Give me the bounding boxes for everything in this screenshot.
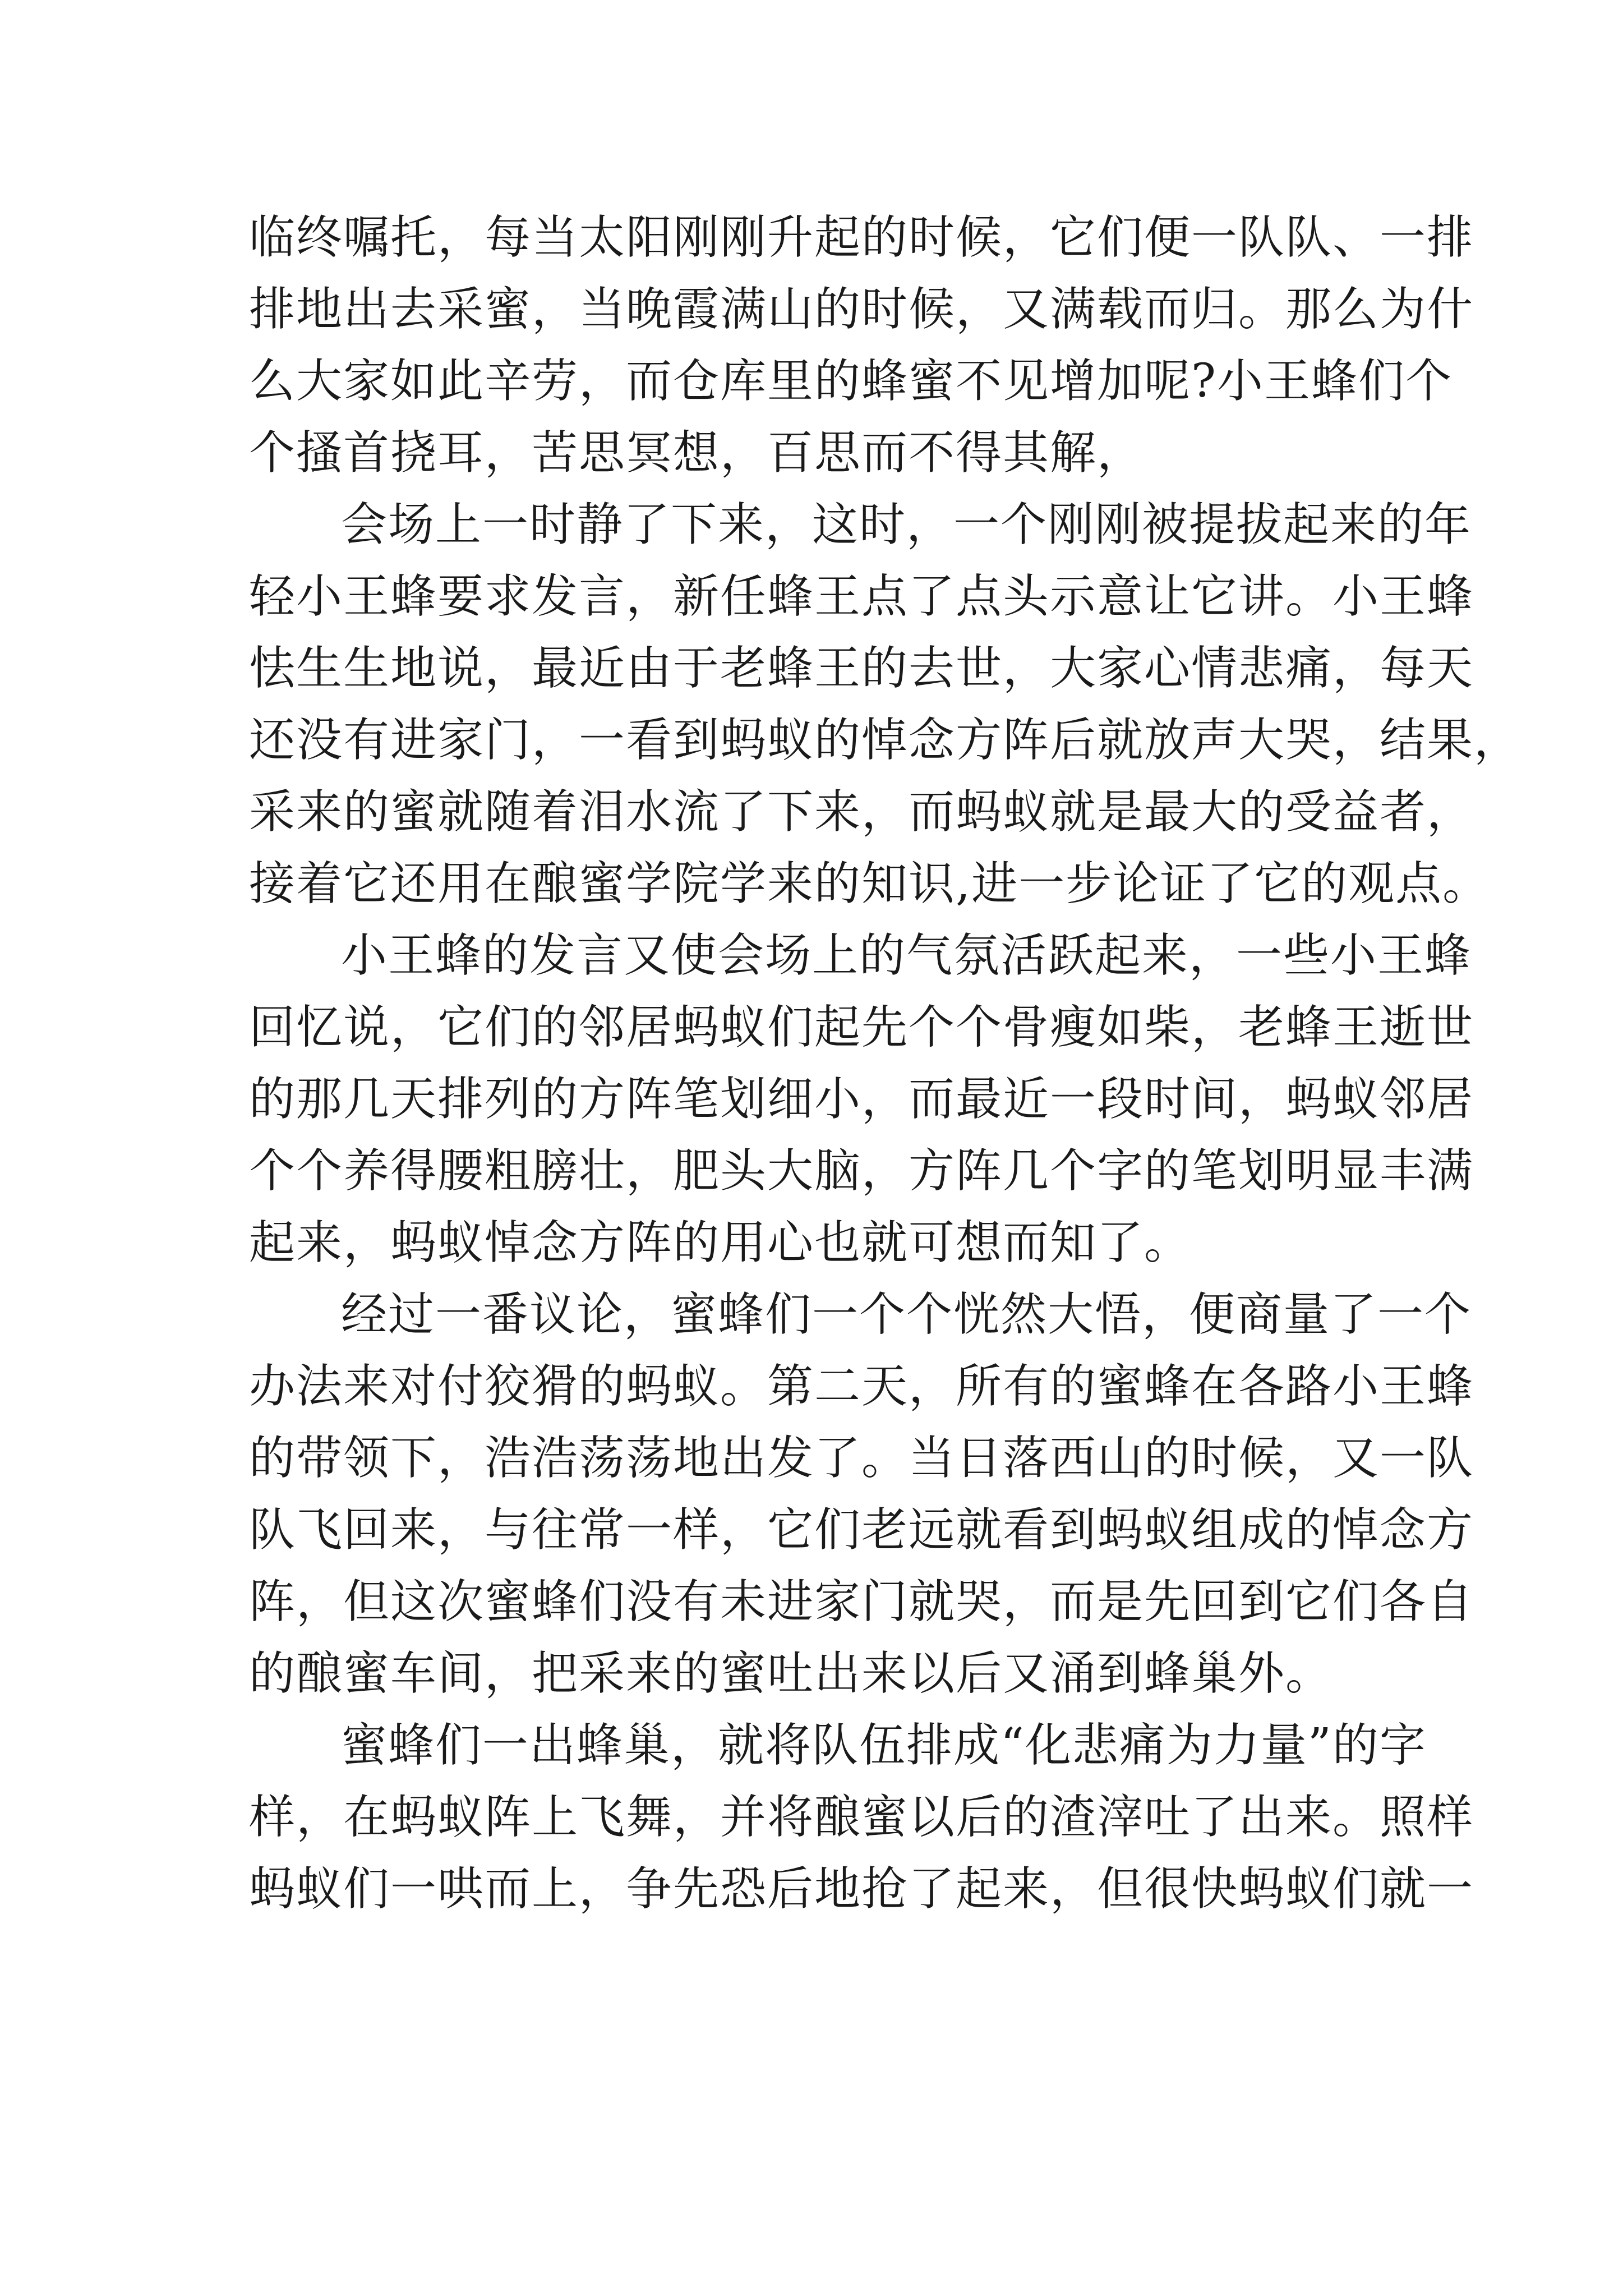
text-line: 的酿蜜车间，把采来的蜜吐出来以后又涌到蜂巢外。	[249, 1647, 1333, 1700]
text-line: 办法来对付狡猾的蚂蚁。第二天，所有的蜜蜂在各路小王蜂	[249, 1360, 1474, 1413]
text-line: 临终嘱托，每当太阳刚刚升起的时候，它们便一队队、一排	[249, 211, 1474, 264]
paragraph-first-line: 会场上一时静了下来，这时，一个刚刚被提拔起来的年	[341, 498, 1472, 551]
text-line: 起来，蚂蚁悼念方阵的用心也就可想而知了。	[249, 1216, 1192, 1269]
paragraph-first-line: 小王蜂的发言又使会场上的气氛活跃起来，一些小王蜂	[341, 929, 1472, 982]
text-line: 接着它还用在酿蜜学院学来的知识,进一步论证了它的观点。	[249, 857, 1490, 910]
text-line: 样，在蚂蚁阵上飞舞，并将酿蜜以后的渣滓吐了出来。照样	[249, 1791, 1474, 1844]
text-line: 队飞回来，与往常一样，它们老远就看到蚂蚁组成的悼念方	[249, 1503, 1474, 1557]
text-line: 蚂蚁们一哄而上，争先恐后地抢了起来，但很快蚂蚁们就一	[249, 1862, 1474, 1916]
text-line: 阵，但这次蜜蜂们没有未进家门就哭，而是先回到它们各自	[249, 1575, 1474, 1628]
text-line: 个搔首挠耳，苦思冥想，百思而不得其解，	[249, 426, 1145, 480]
text-line: 轻小王蜂要求发言，新任蜂王点了点头示意让它讲。小王蜂	[249, 570, 1474, 623]
text-line: 的带领下，浩浩荡荡地出发了。当日落西山的时候，又一队	[249, 1432, 1474, 1485]
paragraph-first-line: 蜜蜂们一出蜂巢，就将队伍排成“化悲痛为力量”的字	[341, 1719, 1427, 1772]
text-line: 还没有进家门，一看到蚂蚁的悼念方阵后就放声大哭，结果，	[249, 714, 1521, 767]
text-line: 么大家如此辛劳，而仓库里的蜂蜜不见增加呢?小王蜂们个	[249, 355, 1453, 408]
text-line: 怯生生地说，最近由于老蜂王的去世，大家心情悲痛，每天	[249, 642, 1474, 695]
text-line: 排地出去采蜜，当晚霞满山的时候，又满载而归。那么为什	[249, 283, 1474, 336]
body-text	[249, 202, 1521, 1925]
text-line: 采来的蜜就随着泪水流了下来，而蚂蚁就是最大的受益者，	[249, 785, 1474, 839]
text-line: 的那几天排列的方阵笔划细小，而最近一段时间，蚂蚁邻居	[249, 1073, 1474, 1126]
paragraph-first-line: 经过一番议论，蜜蜂们一个个恍然大悟，便商量了一个	[341, 1288, 1472, 1341]
text-line: 回忆说，它们的邻居蚂蚁们起先个个骨瘦如柴，老蜂王逝世	[249, 1001, 1474, 1054]
text-line: 个个养得腰粗膀壮，肥头大脑，方阵几个字的笔划明显丰满	[249, 1144, 1474, 1198]
